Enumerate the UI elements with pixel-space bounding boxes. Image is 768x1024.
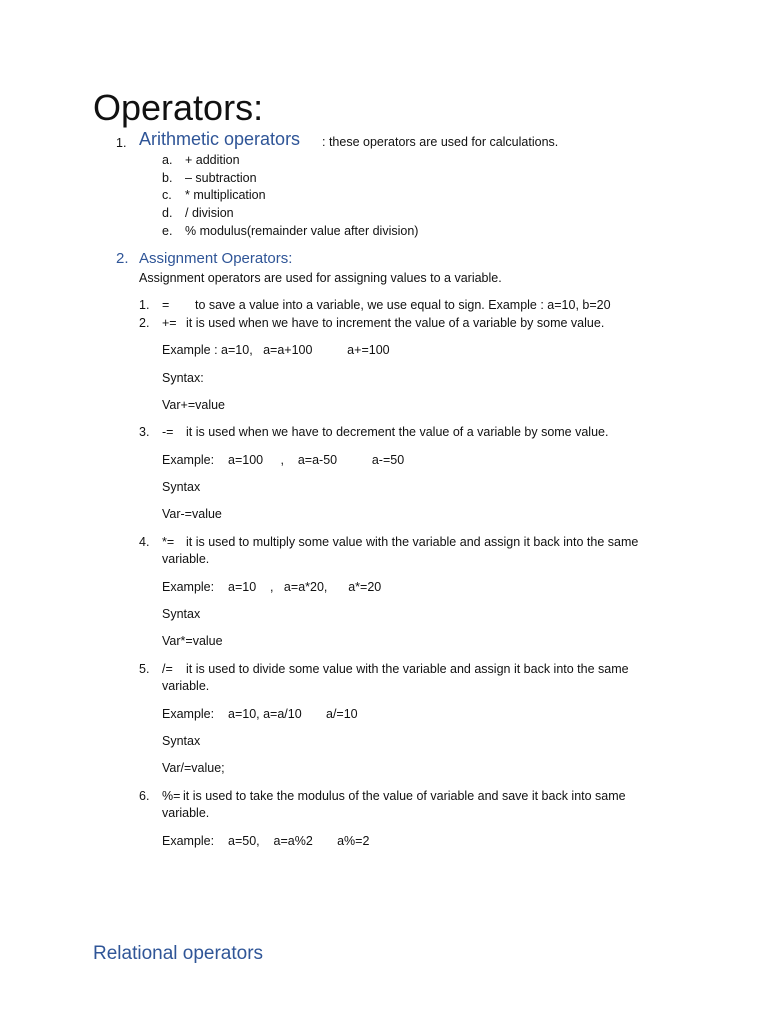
op-syntax-label: Syntax xyxy=(162,607,201,621)
list-item-text: * multiplication xyxy=(185,188,266,202)
op-example: Example: a=10 , a=a*20, a*=20 xyxy=(162,580,382,594)
section-3-heading: Relational operators xyxy=(93,943,264,964)
section-2-heading: Assignment Operators: xyxy=(139,250,293,267)
op-description: it is used to take the modulus of the value of variable and save it back into same xyxy=(183,789,626,803)
op-number: 3. xyxy=(139,425,150,439)
op-example: Example: a=10, a=a/10 a/=10 xyxy=(162,707,358,721)
list-item-letter: b. xyxy=(162,171,173,185)
op-number: 5. xyxy=(139,662,150,676)
section-2-intro: Assignment operators are used for assigning values to a variable. xyxy=(139,271,502,285)
op-syntax: Var-=value xyxy=(162,507,222,521)
list-item-text: + addition xyxy=(185,153,240,167)
op-example: Example: a=100 , a=a-50 a-=50 xyxy=(162,453,405,467)
list-item-text: % modulus(remainder value after division) xyxy=(185,224,419,238)
op-number: 1. xyxy=(139,298,150,312)
op-example: Example: a=50, a=a%2 a%=2 xyxy=(162,834,370,848)
section-1-description: : these operators are used for calculations. xyxy=(322,135,559,149)
op-syntax-label: Syntax: xyxy=(162,371,204,385)
list-item-text: / division xyxy=(185,206,234,220)
op-symbol: %= xyxy=(162,789,181,803)
op-syntax: Var+=value xyxy=(162,398,226,412)
op-symbol: -= xyxy=(162,425,174,439)
op-description-cont: variable. xyxy=(162,679,210,693)
op-symbol: *= xyxy=(162,535,175,549)
section-1-heading: Arithmetic operators xyxy=(139,129,301,149)
op-description: it is used when we have to decrement the value of a variable by some value. xyxy=(186,425,609,439)
op-description: it is used to multiply some value with the variable and assign it back into the same xyxy=(186,535,639,549)
op-description-cont: variable. xyxy=(162,552,210,566)
section-1-number: 1. xyxy=(116,136,127,150)
op-syntax-label: Syntax xyxy=(162,480,201,494)
section-2-number: 2. xyxy=(116,250,129,267)
list-item-letter: a. xyxy=(162,153,173,167)
list-item-letter: d. xyxy=(162,206,173,220)
op-description: it is used when we have to increment the value of a variable by some value. xyxy=(186,316,605,330)
op-syntax: Var*=value xyxy=(162,634,223,648)
op-syntax: Var/=value; xyxy=(162,761,225,775)
op-number: 6. xyxy=(139,789,150,803)
op-symbol: += xyxy=(162,316,177,330)
op-description-cont: variable. xyxy=(162,806,210,820)
op-number: 2. xyxy=(139,316,150,330)
op-number: 4. xyxy=(139,535,150,549)
page-title: Operators: xyxy=(93,87,264,128)
op-symbol: = xyxy=(162,298,170,312)
op-syntax-label: Syntax xyxy=(162,734,201,748)
op-symbol: /= xyxy=(162,662,173,676)
op-description: to save a value into a variable, we use equal to sign. Example : a=10, b=20 xyxy=(195,298,611,312)
list-item-letter: c. xyxy=(162,188,172,202)
list-item-letter: e. xyxy=(162,224,173,238)
list-item-text: – subtraction xyxy=(185,171,257,185)
op-description: it is used to divide some value with the variable and assign it back into the same xyxy=(186,662,629,676)
op-example: Example : a=10, a=a+100 a+=100 xyxy=(162,343,390,357)
